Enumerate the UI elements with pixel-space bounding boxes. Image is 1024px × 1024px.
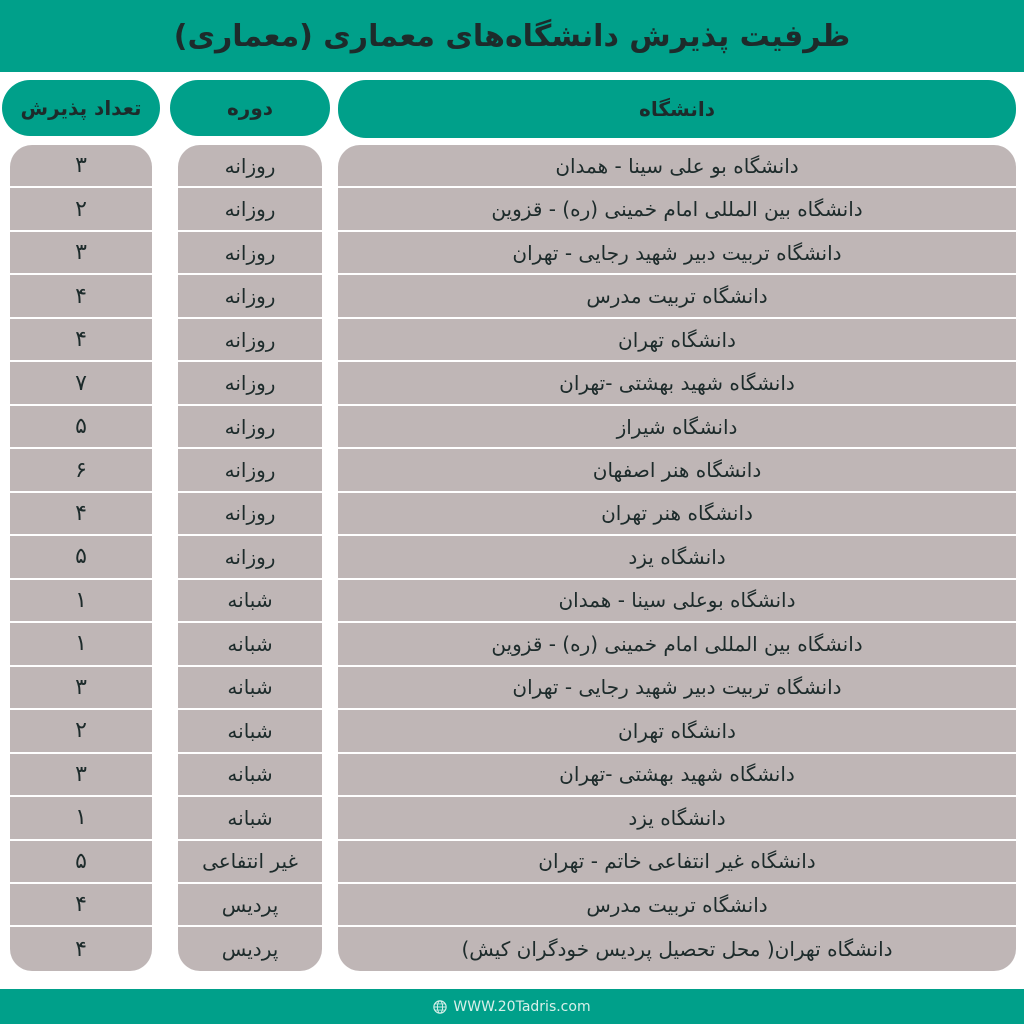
course-cell: شبانه <box>178 667 322 710</box>
university-cell: دانشگاه بو علی سینا - همدان <box>338 145 1016 188</box>
page-title: ظرفیت پذیرش دانشگاه‌های معماری (معماری) <box>173 18 851 54</box>
course-column <box>178 145 322 971</box>
capacity-cell: ۴ <box>10 884 152 927</box>
capacity-cell: ۱ <box>10 797 152 840</box>
globe-icon <box>433 1000 447 1014</box>
footer <box>0 989 1024 1024</box>
capacity-cell: ۷ <box>10 362 152 405</box>
header-university: دانشگاه <box>338 80 1016 138</box>
course-cell: غیر انتفاعی <box>178 841 322 884</box>
header-course: دوره <box>170 80 330 136</box>
course-cell: روزانه <box>178 362 322 405</box>
university-cell: دانشگاه هنر اصفهان <box>338 449 1016 492</box>
university-cell: دانشگاه یزد <box>338 536 1016 579</box>
capacity-cell: ۱ <box>10 623 152 666</box>
university-cell: دانشگاه تهران <box>338 710 1016 753</box>
website-link[interactable]: WWW.20Tadris.com <box>453 998 591 1015</box>
capacity-cell: ۳ <box>10 232 152 275</box>
university-cell: دانشگاه یزد <box>338 797 1016 840</box>
capacity-cell: ۴ <box>10 319 152 362</box>
university-cell: دانشگاه شهید بهشتی -تهران <box>338 362 1016 405</box>
capacity-cell: ۶ <box>10 449 152 492</box>
university-cell: دانشگاه شهید بهشتی -تهران <box>338 754 1016 797</box>
capacity-cell: ۳ <box>10 667 152 710</box>
university-cell: دانشگاه تهران <box>338 319 1016 362</box>
university-cell: دانشگاه شیراز <box>338 406 1016 449</box>
university-cell: دانشگاه تربیت دبیر شهید رجایی - تهران <box>338 667 1016 710</box>
capacity-cell: ۳ <box>10 145 152 188</box>
course-cell: شبانه <box>178 710 322 753</box>
course-cell: روزانه <box>178 275 322 318</box>
university-cell: دانشگاه هنر تهران <box>338 493 1016 536</box>
course-cell: شبانه <box>178 754 322 797</box>
course-cell: شبانه <box>178 623 322 666</box>
capacity-cell: ۴ <box>10 275 152 318</box>
capacity-cell: ۵ <box>10 841 152 884</box>
university-cell: دانشگاه غیر انتفاعی خاتم - تهران <box>338 841 1016 884</box>
university-cell: دانشگاه تهران( محل تحصیل پردیس خودگران کیش) <box>461 937 893 962</box>
capacity-cell: ۲ <box>10 188 152 231</box>
capacity-cell: ۵ <box>10 536 152 579</box>
course-cell: روزانه <box>178 493 322 536</box>
capacity-cell: ۴ <box>75 936 87 962</box>
course-cell: روزانه <box>178 145 322 188</box>
capacity-cell: ۱ <box>10 580 152 623</box>
capacity-cell: ۲ <box>10 710 152 753</box>
university-cell: دانشگاه بین المللی امام خمینی (ره) - قزوین <box>338 188 1016 231</box>
capacity-cell: ۵ <box>10 406 152 449</box>
header-capacity: تعداد پذیرش <box>2 80 160 136</box>
course-cell: روزانه <box>178 449 322 492</box>
capacity-column <box>10 145 152 971</box>
course-cell: پردیس <box>221 937 279 962</box>
capacity-cell: ۴ <box>10 493 152 536</box>
university-cell: دانشگاه تربیت مدرس <box>338 884 1016 927</box>
capacity-cell: ۳ <box>10 754 152 797</box>
course-cell: روزانه <box>178 406 322 449</box>
course-cell: پردیس <box>178 884 322 927</box>
course-cell: شبانه <box>178 580 322 623</box>
course-cell: شبانه <box>178 797 322 840</box>
university-cell: دانشگاه بوعلی سینا - همدان <box>338 580 1016 623</box>
title-bar <box>0 0 1024 72</box>
university-cell: دانشگاه تربیت دبیر شهید رجایی - تهران <box>338 232 1016 275</box>
course-cell: روزانه <box>178 232 322 275</box>
course-cell: روزانه <box>178 188 322 231</box>
university-column <box>338 145 1016 971</box>
university-cell: دانشگاه تربیت مدرس <box>338 275 1016 318</box>
course-cell: روزانه <box>178 536 322 579</box>
university-cell: دانشگاه بین المللی امام خمینی (ره) - قزوین <box>338 623 1016 666</box>
course-cell: روزانه <box>178 319 322 362</box>
